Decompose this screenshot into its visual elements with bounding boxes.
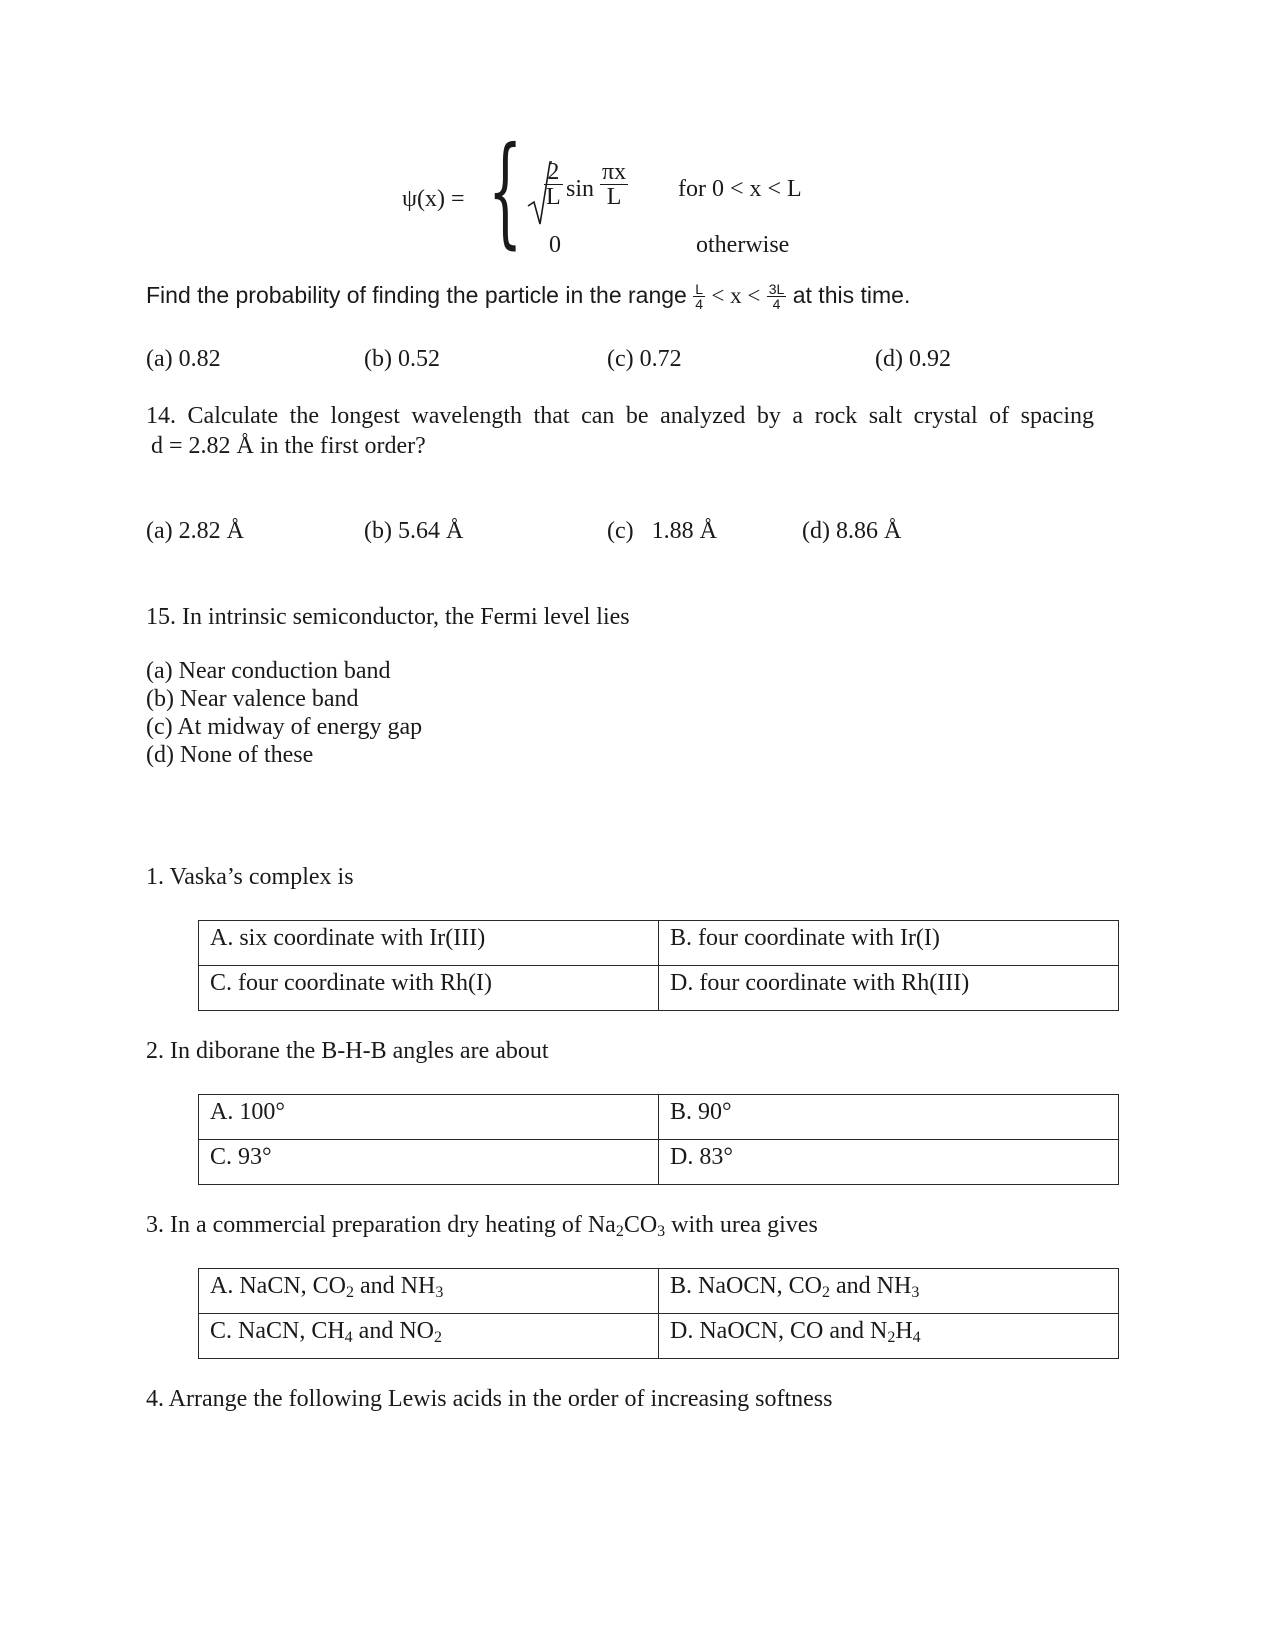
q13-option-d: (d) 0.92 [875,346,951,372]
q3b-pre: B. NaOCN, CO [670,1273,823,1299]
sin-function: sin [566,176,595,202]
chem-q2-question: 2. In diborane the B-H-B angles are about [146,1038,549,1064]
equation-lhs: ψ(x) = [402,186,465,212]
q13-prefix: Find the probability of finding the particle in the range [146,282,687,308]
q15-question: 15. In intrinsic semiconductor, the Fermi level lies [146,604,630,630]
q3b-sub1: 2 [822,1284,831,1301]
q13-option-a: (a) 0.82 [146,346,221,372]
chem-q4-question: 4. Arrange the following Lewis acids in the order of increasing softness [146,1386,833,1412]
chem-q2-option-a: A. 100° [199,1095,659,1140]
q3b-mid: and NH [830,1273,912,1299]
q3-sub2: 3 [657,1223,666,1240]
sqrt-denominator: L [546,184,561,210]
chem-q2-option-b: B. 90° [659,1095,1119,1140]
q3a-pre: A. NaCN, CO [210,1273,346,1299]
q3a-sub2: 3 [435,1284,444,1301]
q3d-mid: H [895,1318,913,1344]
chem-q3-option-b [659,1269,1119,1314]
chem-q3-option-a [199,1269,659,1314]
q14-option-c: (c) 1.88 Å [607,518,717,544]
q15-option-c: (c) At midway of energy gap [146,714,423,740]
q3c-pre: C. NaCN, CH [210,1318,345,1344]
range-low-denominator: 4 [695,296,704,313]
chem-q2-options-table [198,1094,1119,1185]
q3-text-post: with urea gives [665,1212,818,1238]
q13-question [146,282,910,311]
q15-option-a: (a) Near conduction band [146,658,391,684]
chem-q3-option-c [199,1314,659,1359]
q15-option-b: (b) Near valence band [146,686,359,712]
arg-denominator: L [606,184,622,210]
q14-option-a: (a) 2.82 Å [146,518,244,544]
range-high-numerator: 3L [768,281,785,298]
range-high-denominator: 4 [772,296,781,313]
q13-option-b: (b) 0.52 [364,346,440,372]
q13-option-c: (c) 0.72 [607,346,682,372]
q3b-sub2: 3 [911,1284,920,1301]
chem-q1-option-c: C. four coordinate with Rh(I) [199,966,659,1011]
q13-suffix: at this time. [792,282,911,308]
case1-condition: for 0 < x < L [678,176,802,202]
sqrt-fraction [544,160,563,209]
chem-q1-option-d: D. four coordinate with Rh(III) [659,966,1119,1011]
q14-line2: d = 2.82 Å in the first order? [151,433,426,459]
case2-value: 0 [549,232,561,258]
q3d-sub2: 4 [912,1329,921,1346]
equation-brace: { [488,122,523,261]
case2-condition: otherwise [696,232,790,258]
q3d-pre: D. NaOCN, CO and N [670,1318,888,1344]
q14-line1: 14. Calculate the longest wavelength that can be analyzed by a rock salt crystal of spacing [146,403,1094,429]
arg-numerator: πx [602,159,627,185]
sqrt-numerator: 2 [544,160,563,185]
q14-option-b: (b) 5.64 Å [364,518,464,544]
chem-q2-option-d: D. 83° [659,1140,1119,1185]
q3-text-pre: 3. In a commercial preparation dry heating of Na [146,1212,616,1238]
q3a-mid: and NH [354,1273,436,1299]
chem-q2-option-c: C. 93° [199,1140,659,1185]
chem-q1-options-table [198,920,1119,1011]
q3-sub1: 2 [615,1223,624,1240]
sin-argument [600,160,628,209]
q3-text-mid: CO [623,1212,658,1238]
q3c-sub2: 2 [434,1329,442,1346]
chem-q1-question: 1. Vaska’s complex is [146,864,354,890]
chem-q3-option-d [659,1314,1119,1359]
q14-option-d: (d) 8.86 Å [802,518,902,544]
chem-q1-option-a: A. six coordinate with Ir(III) [199,921,659,966]
q3c-mid: and NO [352,1318,434,1344]
chem-q3-question [146,1212,818,1239]
q3a-sub1: 2 [346,1284,354,1301]
q15-option-d: (d) None of these [146,742,314,768]
chem-q1-option-b: B. four coordinate with Ir(I) [659,921,1119,966]
range-low-numerator: L [695,281,704,298]
chem-q3-options-table [198,1268,1119,1359]
q3d-sub1: 2 [887,1329,896,1346]
q13-range-mid: < x < [711,283,761,308]
q3c-sub1: 4 [344,1329,353,1346]
